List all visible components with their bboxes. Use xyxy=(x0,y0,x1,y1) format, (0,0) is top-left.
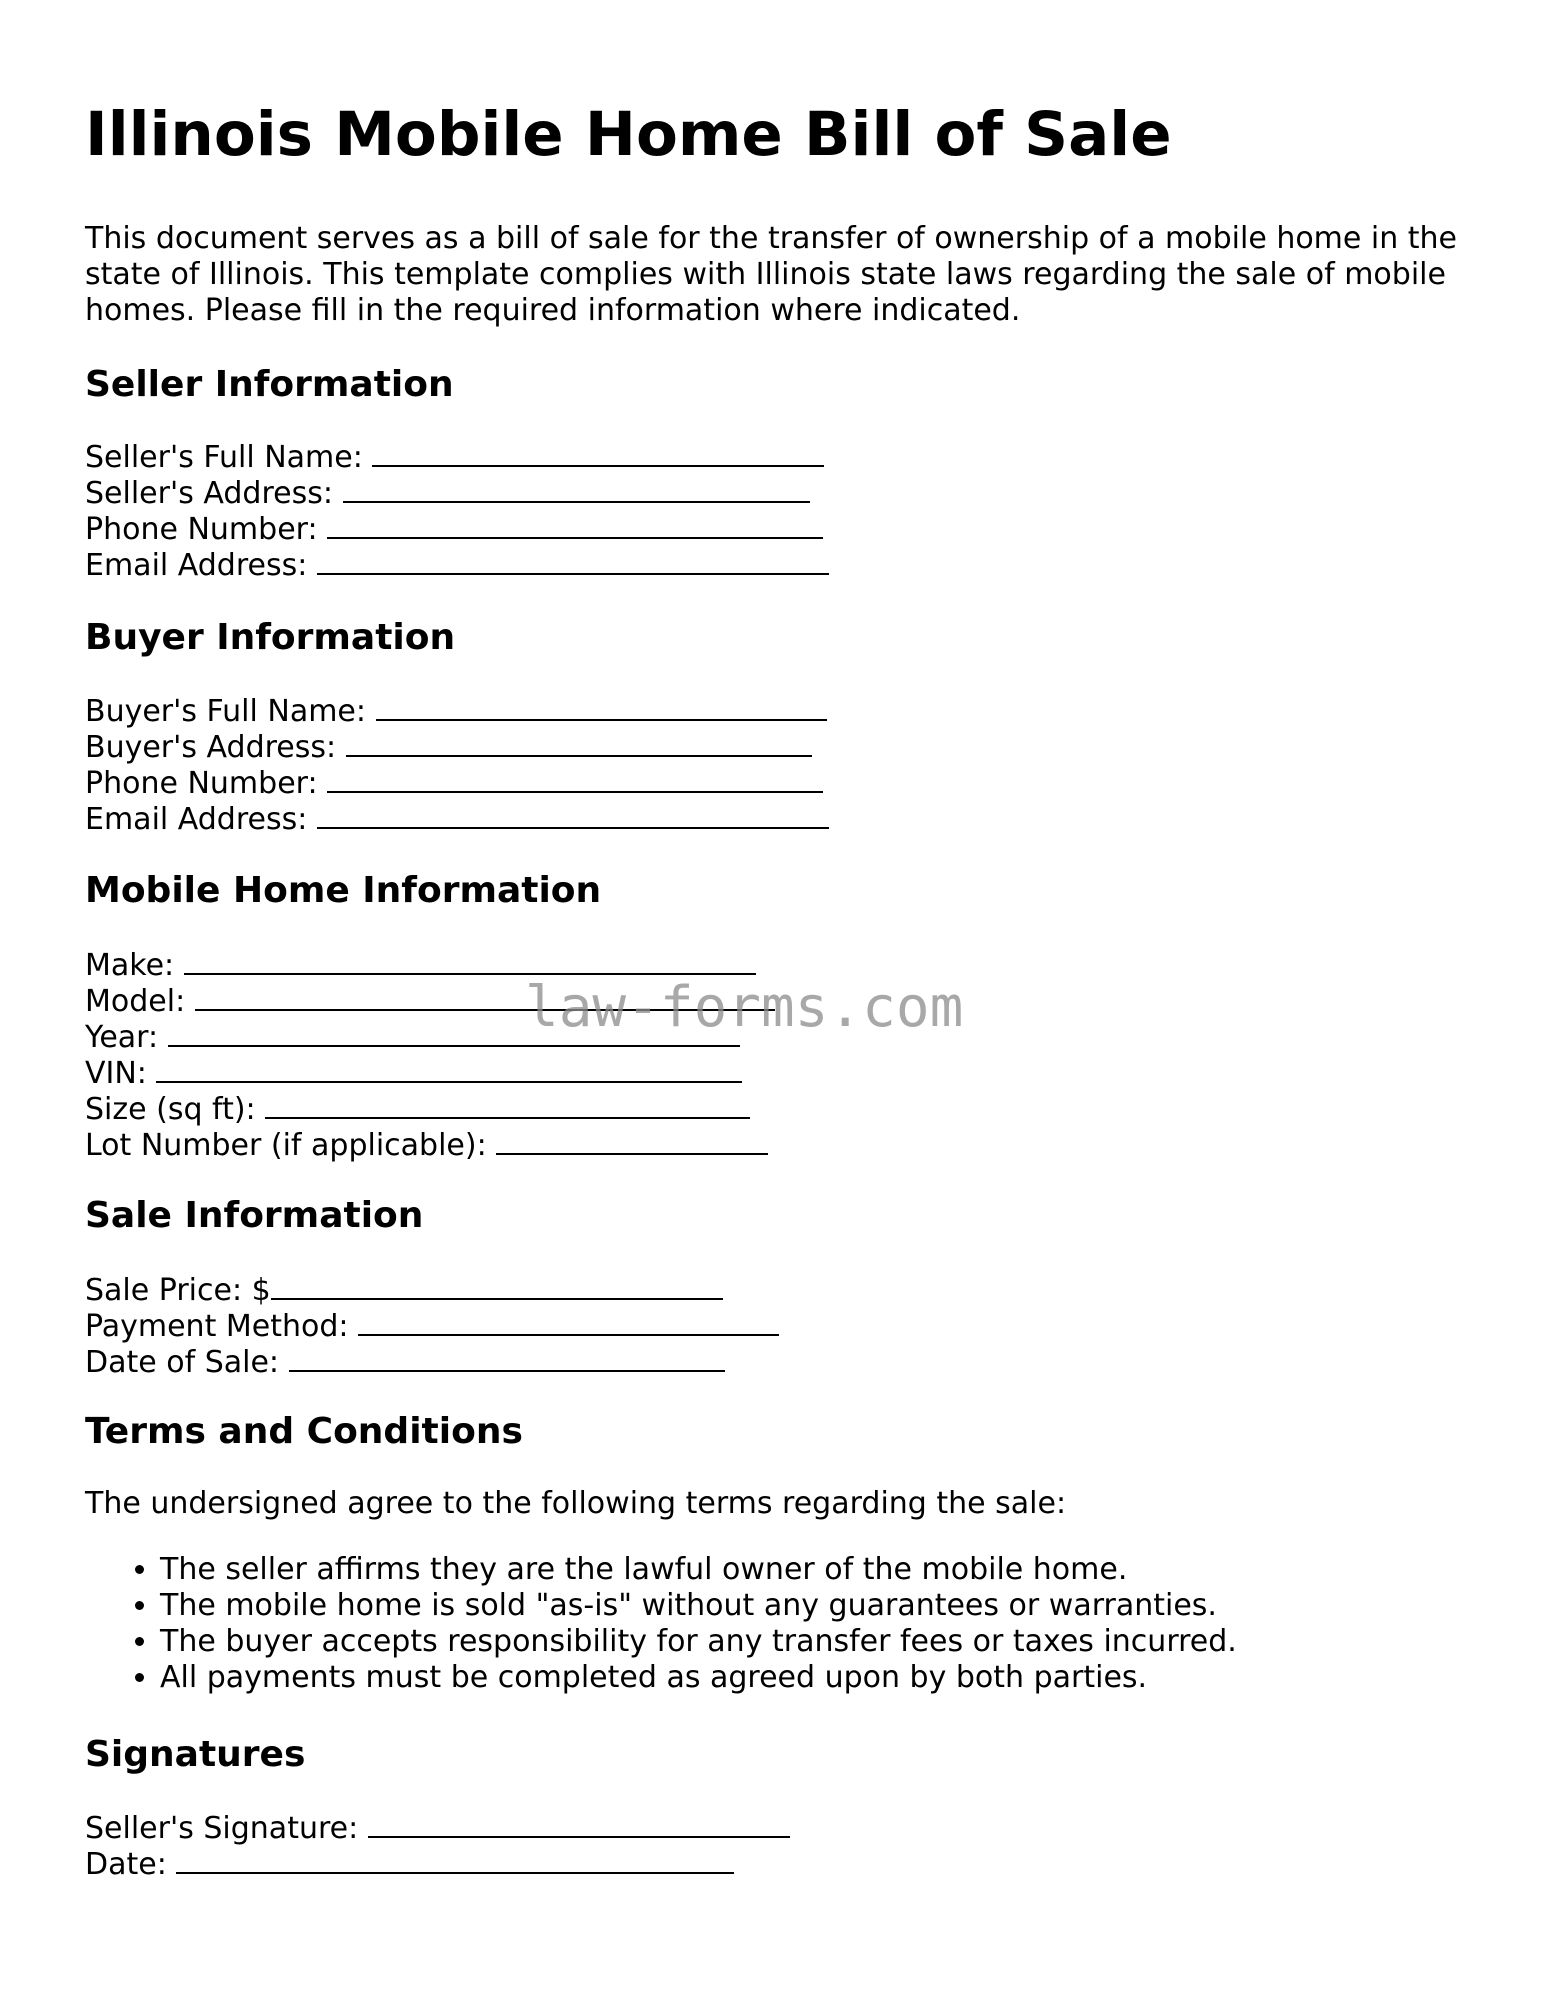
model-field: Model: xyxy=(85,981,775,1017)
sale-heading: Sale Information xyxy=(85,1195,424,1236)
seller-fields xyxy=(85,437,829,581)
lot-number-field: Lot Number (if applicable): xyxy=(85,1125,775,1161)
terms-heading: Terms and Conditions xyxy=(85,1411,523,1452)
sale-price-field: Sale Price: $ xyxy=(85,1270,779,1306)
vin-blank[interactable] xyxy=(156,1053,742,1083)
seller-name-field: Seller's Full Name: xyxy=(85,437,829,473)
size-field: Size (sq ft): xyxy=(85,1089,775,1125)
seller-signature-field: Seller's Signature: xyxy=(85,1808,790,1844)
terms-intro: The undersigned agree to the following terms regarding the sale: xyxy=(85,1486,1067,1521)
buyer-phone-field: Phone Number: xyxy=(85,763,829,799)
payment-method-blank[interactable] xyxy=(358,1306,779,1336)
seller-email-field: Email Address: xyxy=(85,545,829,581)
buyer-name-blank[interactable] xyxy=(376,691,827,721)
seller-name-blank[interactable] xyxy=(372,437,824,467)
buyer-email-blank[interactable] xyxy=(317,799,829,829)
signature-date-blank[interactable] xyxy=(176,1844,734,1874)
list-item: • All payments must be completed as agreed upon by both parties. xyxy=(160,1660,1237,1696)
buyer-address-blank[interactable] xyxy=(346,727,812,757)
make-field: Make: xyxy=(85,945,775,981)
watermark: law-forms.com xyxy=(525,975,964,1040)
seller-address-field: Seller's Address: xyxy=(85,473,829,509)
seller-phone-field: Phone Number: xyxy=(85,509,829,545)
date-of-sale-field: Date of Sale: xyxy=(85,1342,779,1378)
seller-address-blank[interactable] xyxy=(343,473,810,503)
buyer-heading: Buyer Information xyxy=(85,617,456,658)
list-item: • The mobile home is sold "as-is" without any guarantees or warranties. xyxy=(160,1588,1237,1624)
buyer-name-field: Buyer's Full Name: xyxy=(85,691,829,727)
signature-fields xyxy=(85,1808,790,1880)
seller-email-blank[interactable] xyxy=(317,545,829,575)
seller-signature-blank[interactable] xyxy=(368,1808,790,1838)
size-blank[interactable] xyxy=(265,1089,750,1119)
date-of-sale-blank[interactable] xyxy=(289,1342,725,1372)
sale-fields xyxy=(85,1270,779,1378)
year-field: Year: xyxy=(85,1017,775,1053)
list-item: • The seller affirms they are the lawful owner of the mobile home. xyxy=(160,1552,1237,1588)
document-title: Illinois Mobile Home Bill of Sale xyxy=(85,99,1172,170)
buyer-address-field: Buyer's Address: xyxy=(85,727,829,763)
list-item: • The buyer accepts responsibility for any transfer fees or taxes incurred. xyxy=(160,1624,1237,1660)
signatures-heading: Signatures xyxy=(85,1734,306,1775)
intro-paragraph: This document serves as a bill of sale for the transfer of ownership of a mobile home in the state of Illinois. This template complies with Illinois state laws regarding the sale of mobile homes. Please fill in the required information where indicated. xyxy=(85,221,1458,328)
buyer-email-field: Email Address: xyxy=(85,799,829,835)
sale-price-blank[interactable] xyxy=(271,1270,723,1300)
lot-number-blank[interactable] xyxy=(496,1125,768,1155)
signature-date-field: Date: xyxy=(85,1844,790,1880)
payment-method-field: Payment Method: xyxy=(85,1306,779,1342)
vin-field: VIN: xyxy=(85,1053,775,1089)
terms-list xyxy=(85,1552,1237,1696)
buyer-fields xyxy=(85,691,829,835)
make-blank[interactable] xyxy=(184,945,756,975)
seller-heading: Seller Information xyxy=(85,364,454,405)
buyer-phone-blank[interactable] xyxy=(327,763,823,793)
home-heading: Mobile Home Information xyxy=(85,870,602,911)
seller-phone-blank[interactable] xyxy=(327,509,823,539)
